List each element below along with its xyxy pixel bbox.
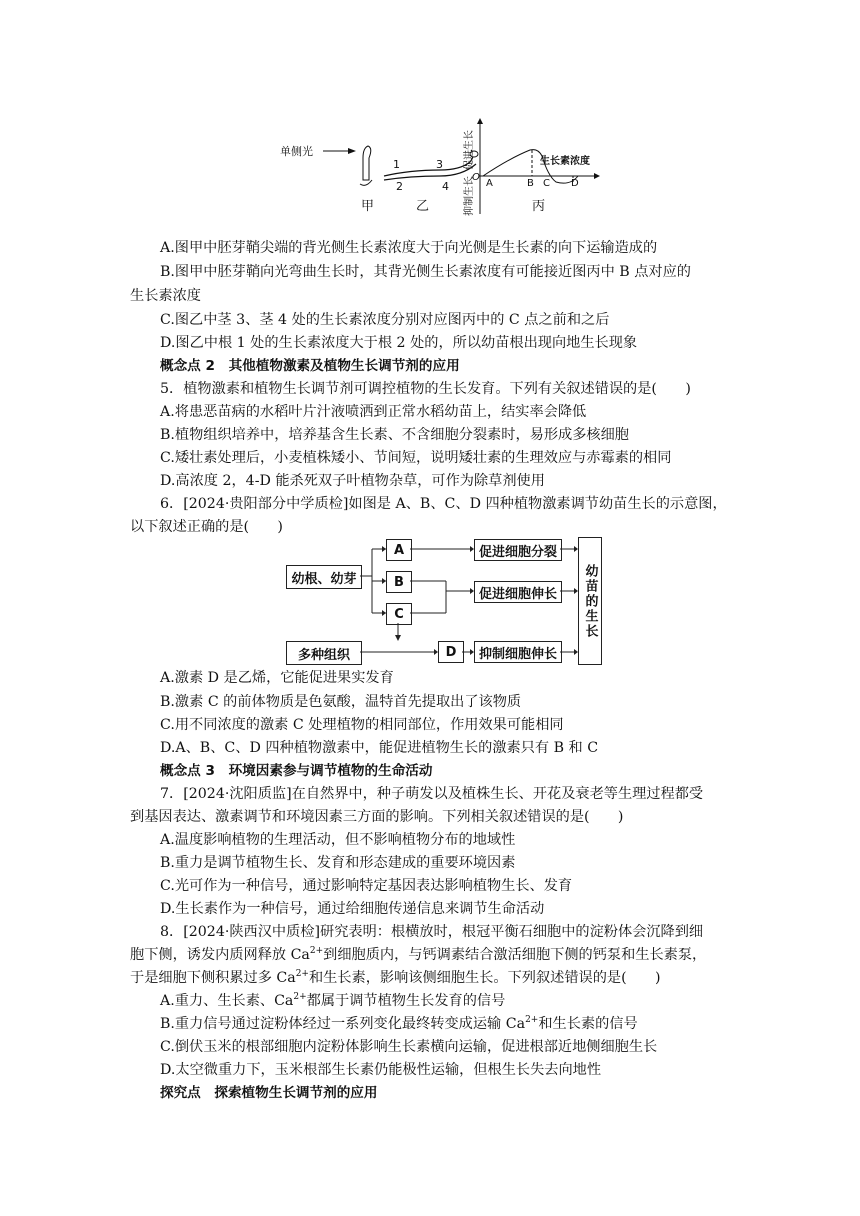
q8-option-d: D.太空微重力下，玉米根部生长素仍能极性运输，但根生长失去向地性: [160, 1062, 602, 1078]
q8-stem-line3: [130, 968, 661, 988]
hormone-b: B: [386, 571, 412, 593]
point-C: C: [543, 178, 550, 189]
q4-option-a: A.图甲中胚芽鞘尖端的背光侧生长素浓度大于向光侧是生长素的向下运输造成的: [160, 240, 658, 256]
effect-cell-division: 促进细胞分裂: [474, 539, 562, 561]
q8-stem-line2-b: 到细胞质内，与钙调素结合激活细胞下侧的钙泵和生长素泵，: [323, 947, 707, 963]
caption-bing: 丙: [532, 199, 546, 214]
hormone-diagram: [286, 537, 606, 667]
q5-option-c: C.矮壮素处理后，小麦植株矮小、节间短，说明矮壮素的生理效应与赤霉素的相同: [160, 450, 672, 466]
ca-superscript: 2+: [293, 992, 307, 1002]
point-B: B: [527, 178, 534, 189]
q7-option-b: B.重力是调节植物生长、发育和形态建成的重要环境因素: [160, 855, 516, 871]
label-1: 1: [393, 158, 400, 171]
x-axis-label: 生长素浓度: [540, 156, 590, 167]
origin-label: O: [472, 172, 480, 183]
y-label-promote: 促进生长: [464, 130, 475, 170]
q8-option-a-2: 都属于调节植物生长发育的信号: [306, 993, 506, 1009]
hormone-a: A: [386, 539, 412, 561]
q7-option-d: D.生长素作为一种信号，通过给细胞传递信息来调节生命活动: [160, 901, 545, 917]
caption-jia: 甲: [361, 199, 375, 214]
label-2: 2: [396, 180, 403, 193]
q8-stem-line2-a: 胞下侧，诱发内质网释放 Ca: [130, 947, 310, 963]
q6-option-c: C.用不同浓度的激素 C 处理植物的相同部位，作用效果可能相同: [160, 717, 564, 733]
q5-option-b: B.植物组织培养中，培养基含生长素、不含细胞分裂素时，易形成多核细胞: [160, 427, 629, 443]
q8-stem-line2: [130, 945, 706, 965]
y-label-inhibit: 抑制生长: [464, 176, 475, 216]
q8-option-a: [160, 991, 505, 1011]
node-young-root-bud: 幼根、幼芽: [286, 565, 362, 589]
ca-superscript: 2+: [309, 946, 324, 956]
q4-option-d: D.图乙中根 1 处的生长素浓度大于根 2 处的，所以幼苗根出现向地生长现象: [160, 335, 638, 351]
figure-phototropism: [280, 118, 610, 218]
q7-stem-cont: 到基因表达、激素调节和环境因素三方面的影响。下列相关叙述错误的是( ): [130, 809, 624, 825]
q6-option-a: A.激素 D 是乙烯，它能促进果实发育: [160, 670, 394, 686]
q5-stem: 5．植物激素和植物生长调节剂可调控植物的生长发育。下列有关叙述错误的是( ): [160, 381, 691, 397]
q6-stem-cont: 以下叙述正确的是( ): [130, 519, 283, 535]
q8-option-a-1: A.重力、生长素、Ca: [160, 993, 294, 1009]
q8-option-c: C.倒伏玉米的根部细胞内淀粉体影响生长素横向运输，促进根部近地侧细胞生长: [160, 1039, 658, 1055]
q8-stem: 8．[2024·陕西汉中质检]研究表明：根横放时，根冠平衡石细胞中的淀粉体会沉降到细: [160, 924, 704, 940]
node-many-tissues: 多种组织: [286, 641, 362, 665]
label-3: 3: [436, 158, 443, 171]
point-D: D: [571, 178, 579, 189]
ca-superscript: 2+: [525, 1015, 539, 1025]
hormone-c: C: [386, 603, 412, 625]
q6-option-d: D.A、B、C、D 四种植物激素中，能促进植物生长的激素只有 B 和 C: [160, 740, 599, 756]
point-A: A: [486, 178, 493, 189]
q5-option-a: A.将患恶苗病的水稻叶片汁液喷洒到正常水稻幼苗上，结实率会降低: [160, 404, 587, 420]
light-label: 单侧光: [280, 145, 313, 158]
effect-cell-elongation: 促进细胞伸长: [474, 581, 562, 603]
q6-stem: 6．[2024·贵阳部分中学质检]如图是 A、B、C、D 四种植物激素调节幼苗生长的示意图，: [160, 496, 727, 512]
label-4: 4: [442, 180, 449, 193]
section-heading-4: 探究点 探索植物生长调节剂的应用: [160, 1085, 378, 1101]
effect-inhibit-elongation: 抑制细胞伸长: [474, 641, 562, 663]
q4-option-b: B.图甲中胚芽鞘向光弯曲生长时，其背光侧生长素浓度有可能接近图丙中 B 点对应的: [160, 264, 691, 280]
coleoptile-shape: [363, 146, 371, 180]
q8-stem-line3-b: 和生长素，影响该侧细胞生长。下列叙述错误的是( ): [308, 970, 661, 986]
seedling-growth-label: 幼苗的生长: [582, 563, 598, 639]
ca-superscript: 2+: [295, 969, 309, 979]
section-heading-2: 概念点 2 其他植物激素及植物生长调节剂的应用: [160, 358, 460, 374]
diagram-arrows: [286, 537, 606, 667]
q7-option-a: A.温度影响植物的生理活动，但不影响植物分布的地域性: [160, 832, 516, 848]
q8-stem-line3-a: 于是细胞下侧积累过多 Ca: [130, 970, 296, 986]
q4-option-c: C.图乙中茎 3、茎 4 处的生长素浓度分别对应图丙中的 C 点之前和之后: [160, 312, 610, 328]
section-heading-3: 概念点 3 环境因素参与调节植物的生命活动: [160, 763, 433, 779]
q8-option-b-2: 和生长素的信号: [538, 1016, 638, 1032]
q8-option-b-1: B.重力信号通过淀粉体经过一系列变化最终转变成运输 Ca: [160, 1016, 526, 1032]
q4-option-b-cont: 生长素浓度: [130, 288, 201, 304]
q7-stem: 7．[2024·沈阳质监]在自然界中，种子萌发以及植株生长、开花及衰老等生理过程都受: [160, 786, 704, 802]
caption-yi: 乙: [416, 199, 430, 214]
hormone-d: D: [438, 641, 464, 663]
q5-option-d: D.高浓度 2，4-D 能杀死双子叶植物杂草，可作为除草剂使用: [160, 473, 545, 489]
q6-option-b: B.激素 C 的前体物质是色氨酸，温特首先提取出了该物质: [160, 694, 522, 710]
q7-option-c: C.光可作为一种信号，通过影响特定基因表达影响植物生长、发育: [160, 878, 573, 894]
q8-option-b: [160, 1014, 638, 1034]
